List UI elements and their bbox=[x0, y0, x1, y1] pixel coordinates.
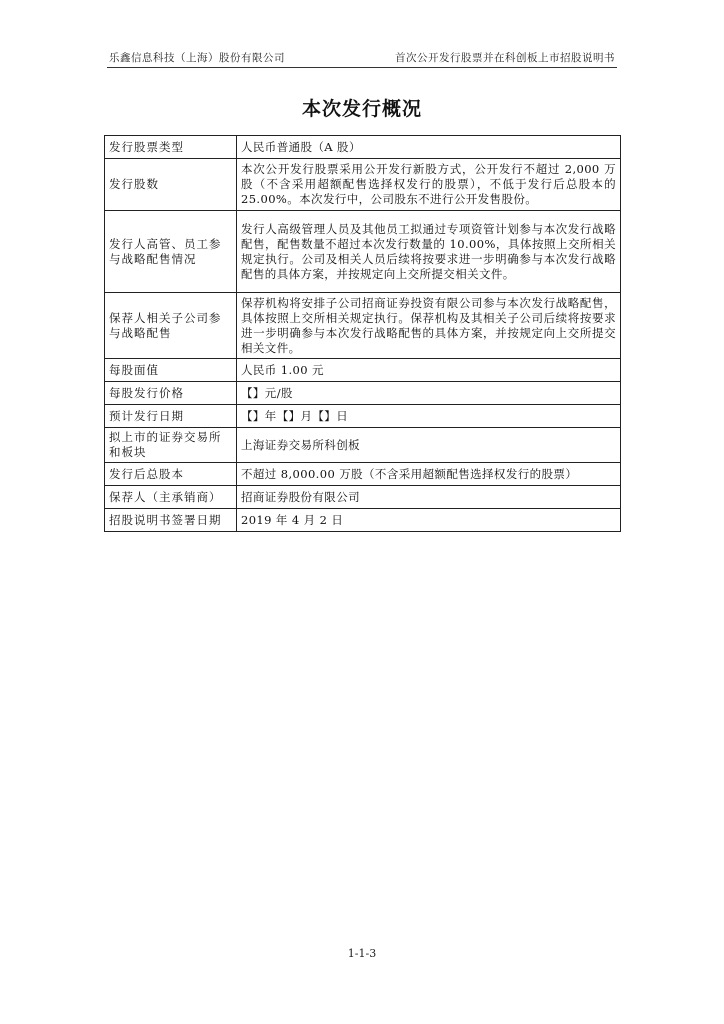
row-label: 拟上市的证券交易所和板块 bbox=[105, 428, 237, 463]
row-label: 发行后总股本 bbox=[105, 463, 237, 486]
row-label: 每股面值 bbox=[105, 359, 237, 382]
table-row bbox=[105, 136, 621, 159]
row-value: 招商证券股份有限公司 bbox=[237, 486, 621, 509]
row-label: 保荐人相关子公司参与战略配售 bbox=[105, 293, 237, 359]
row-label: 发行股数 bbox=[105, 159, 237, 211]
header-divider bbox=[107, 67, 617, 68]
offering-overview-table bbox=[104, 135, 621, 532]
table-row bbox=[105, 293, 621, 359]
row-value: 发行人高级管理人员及其他员工拟通过专项资管计划参与本次发行战略配售，配售数量不超过本次发行数量的 10.00%，具体按照上交所相关规定执行。公司及相关人员后续将按要求进一步明确参与本次发行战略配售的具体方案，并按规定向上交所提交相关文件。 bbox=[237, 211, 621, 293]
row-label: 保荐人（主承销商） bbox=[105, 486, 237, 509]
table-row bbox=[105, 428, 621, 463]
row-label: 发行股票类型 bbox=[105, 136, 237, 159]
row-value: 保荐机构将安排子公司招商证券投资有限公司参与本次发行战略配售，具体按照上交所相关规定执行。保荐机构及其相关子公司后续将按要求进一步明确参与本次发行战略配售的具体方案，并按规定向上交所提交相关文件。 bbox=[237, 293, 621, 359]
row-value: 上海证券交易所科创板 bbox=[237, 428, 621, 463]
row-value: 【】元/股 bbox=[237, 382, 621, 405]
table-row bbox=[105, 486, 621, 509]
row-value: 不超过 8,000.00 万股（不含采用超额配售选择权发行的股票） bbox=[237, 463, 621, 486]
row-value: 人民币普通股（A 股） bbox=[237, 136, 621, 159]
header-document-title: 首次公开发行股票并在科创板上市招股说明书 bbox=[395, 52, 615, 64]
table-row bbox=[105, 359, 621, 382]
table-row bbox=[105, 509, 621, 532]
row-value: 本次公开发行股票采用公开发行新股方式，公开发行不超过 2,000 万股（不含采用超额配售选择权发行的股票），不低于发行后总股本的 25.00%。本次发行中，公司股东不进行公开发售股份。 bbox=[237, 159, 621, 211]
row-value: 【】年【】月【】日 bbox=[237, 405, 621, 428]
row-label: 每股发行价格 bbox=[105, 382, 237, 405]
table-row bbox=[105, 463, 621, 486]
row-label: 发行人高管、员工参与战略配售情况 bbox=[105, 211, 237, 293]
table-row bbox=[105, 382, 621, 405]
table-row bbox=[105, 405, 621, 428]
row-value: 人民币 1.00 元 bbox=[237, 359, 621, 382]
page-number: 1-1-3 bbox=[347, 947, 377, 960]
page-title: 本次发行概况 bbox=[301, 98, 422, 120]
row-value: 2019 年 4 月 2 日 bbox=[237, 509, 621, 532]
header-company-name: 乐鑫信息科技（上海）股份有限公司 bbox=[109, 52, 285, 64]
row-label: 招股说明书签署日期 bbox=[105, 509, 237, 532]
table-row bbox=[105, 159, 621, 211]
row-label: 预计发行日期 bbox=[105, 405, 237, 428]
table-row bbox=[105, 211, 621, 293]
running-header bbox=[107, 50, 617, 66]
